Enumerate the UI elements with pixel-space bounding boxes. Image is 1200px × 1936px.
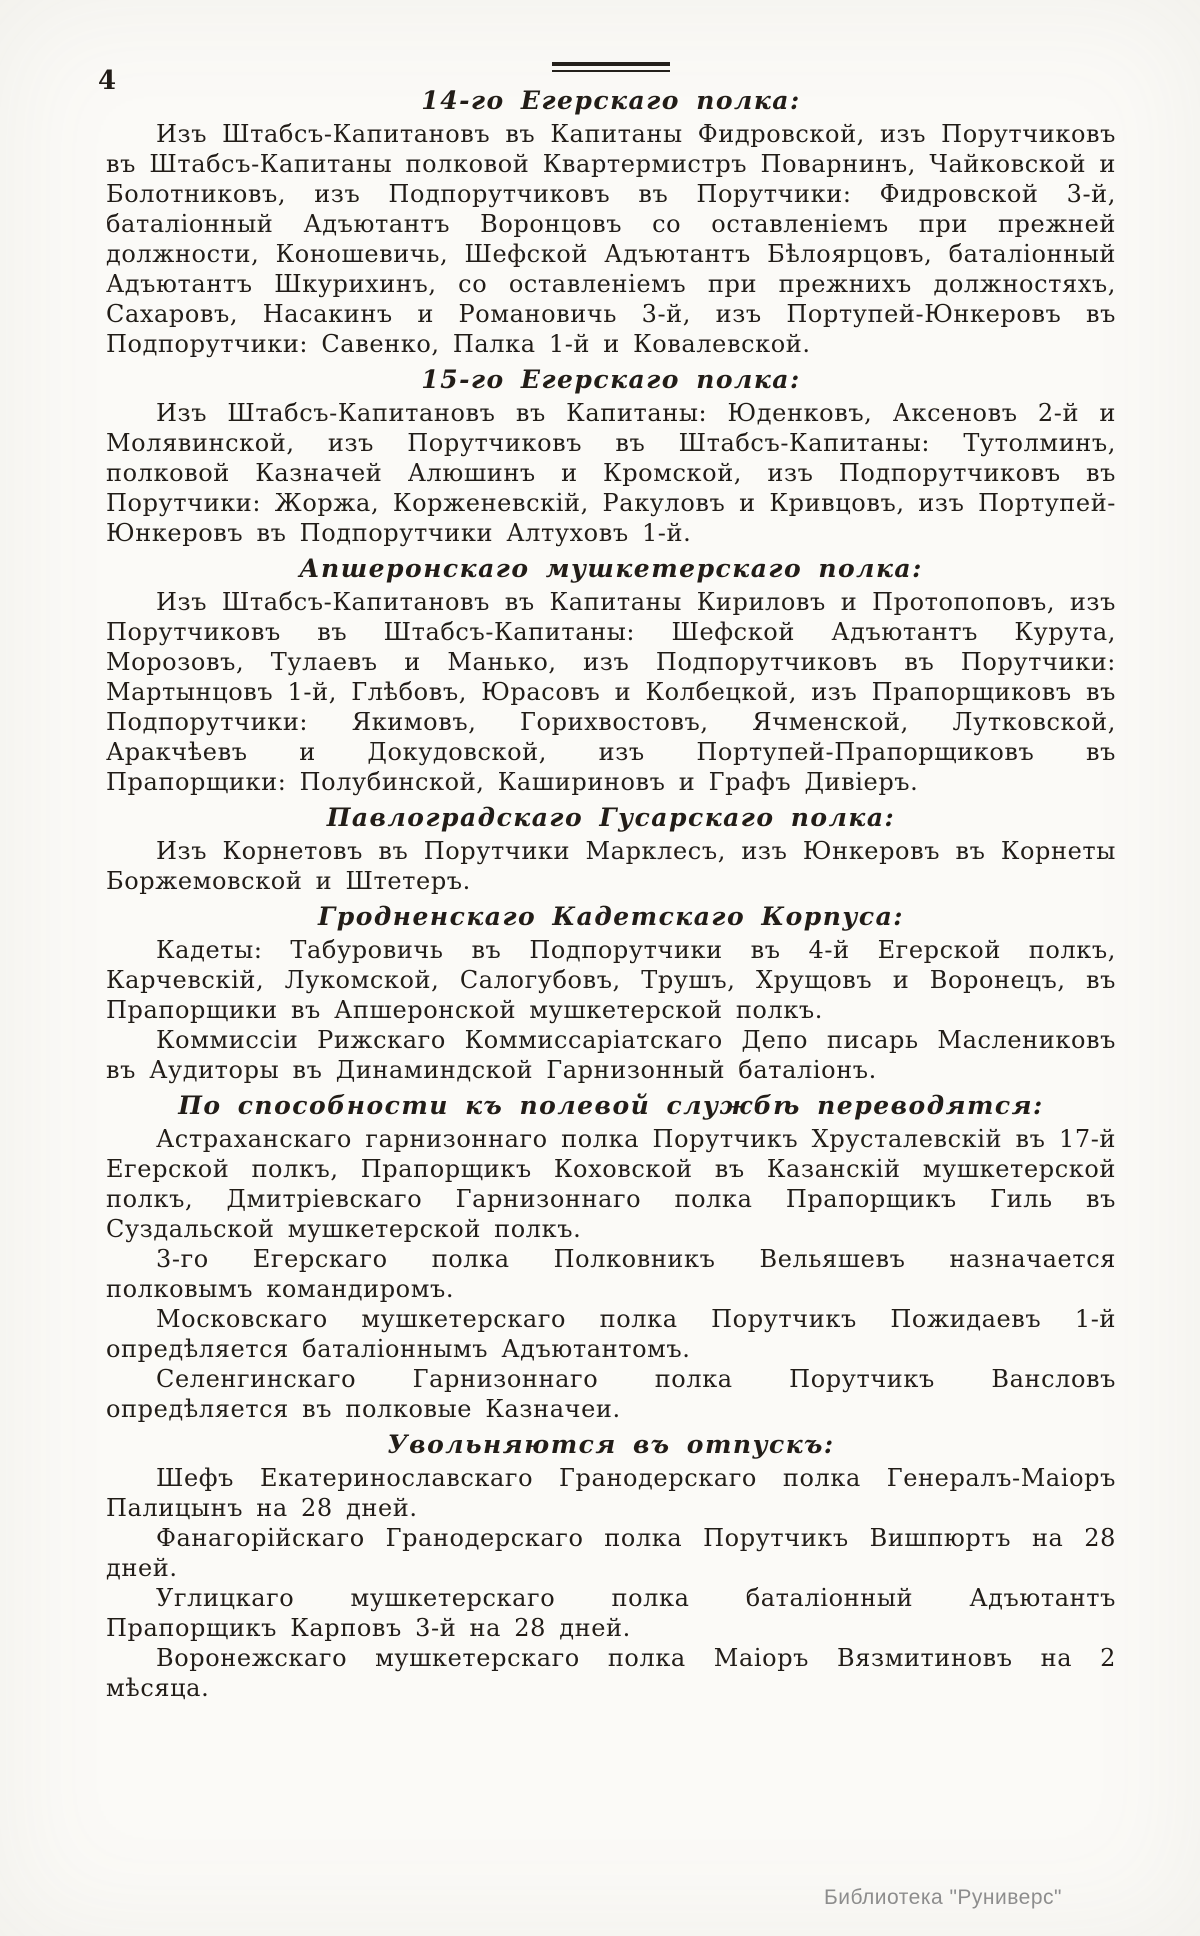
paragraph: Кадеты: Табуровичь въ Подпорутчики въ 4-й Егерской полкъ, Карчевскій, Лукомской, Салогубовъ, Трушъ, Хрущовъ и Воронецъ, въ Прапорщики въ Апшеронской мушкетерской полкъ. — [106, 936, 1116, 1024]
page-number: 4 — [98, 66, 117, 96]
document-body — [106, 62, 1116, 1703]
paragraph: Шефъ Екатеринославскаго Гранодерскаго полка Генералъ-Маіоръ Палицынъ на 28 дней. — [106, 1464, 1116, 1522]
section-apsheron-musketeer-regiment — [106, 554, 1116, 797]
paragraph: Изъ Штабсъ-Капитановъ въ Капитаны Фидровской, изъ Порутчиковъ въ Штабсъ-Капитаны полковой Квартермистръ Поварнинъ, Чайковской и Болотниковъ, изъ Подпорутчиковъ въ Порутчики: Фидровской 3-й, баталіонный Адъютантъ Воронцовъ со оставленіемъ при прежней должности, Коношевичь, Шефской Адъютантъ Бѣлоярцовъ, баталіонный Адъютантъ Шкурихинъ, со оставленіемъ при прежнихъ должностяхъ, Сахаровъ, Насакинъ и Романовичь 3-й, изъ Портупей-Юнкеровъ въ Подпорутчики: Савенко, Палка 1-й и Ковалевской. — [106, 120, 1116, 358]
section-leaves-of-absence — [106, 1430, 1116, 1703]
paragraph: Углицкаго мушкетерскаго полка баталіонный Адъютантъ Прапорщикъ Карповъ 3-й на 28 дней. — [106, 1584, 1116, 1642]
section-heading: Гродненскаго Кадетскаго Корпуса: — [317, 902, 905, 931]
section-heading: Апшеронскаго мушкетерскаго полка: — [299, 554, 923, 583]
paragraph: 3-го Егерскаго полка Полковникъ Вельяшевъ назначается полковымъ командиромъ. — [106, 1245, 1116, 1303]
section-heading: По способности къ полевой службѣ переводятся: — [178, 1091, 1044, 1120]
section-pavlograd-hussar-regiment — [106, 803, 1116, 896]
paragraph: Изъ Штабсъ-Капитановъ въ Капитаны: Юденковъ, Аксеновъ 2-й и Молявинской, изъ Порутчиковъ въ Штабсъ-Капитаны: Тутолминъ, полковой Казначей Алюшинъ и Кромской, изъ Подпорутчиковъ въ Порутчики: Жоржа, Корженевскій, Ракуловъ и Кривцовъ, изъ Портупей-Юнкеровъ въ Подпорутчики Алтуховъ 1-й. — [106, 399, 1116, 547]
paragraph: Фанагорійскаго Гранодерскаго полка Порутчикъ Вишпюртъ на 28 дней. — [106, 1524, 1116, 1582]
section-heading: 14-го Егерскаго полка: — [421, 86, 801, 115]
library-watermark: Библиотека "Руниверс" — [823, 1886, 1062, 1909]
decorative-double-rule — [552, 62, 670, 72]
paragraph: Московскаго мушкетерскаго полка Порутчикъ Пожидаевъ 1-й опредѣляется баталіоннымъ Адъютантомъ. — [106, 1305, 1116, 1363]
paragraph: Изъ Штабсъ-Капитановъ въ Капитаны Кириловъ и Протопоповъ, изъ Порутчиковъ въ Штабсъ-Капитаны: Шефской Адъютантъ Курута, Морозовъ, Тулаевъ и Манько, изъ Подпорутчиковъ въ Порутчики: Мартынцовъ 1-й, Глѣбовъ, Юрасовъ и Колбецкой, изъ Прапорщиковъ въ Подпорутчики: Якимовъ, Горихвостовъ, Ячменской, Лутковской, Аракчѣевъ и Докудовской, изъ Портупей-Прапорщиковъ въ Прапорщики: Полубинской, Кашириновъ и Графъ Дивіеръ. — [106, 588, 1116, 796]
section-14th-jaeger-regiment — [106, 86, 1116, 359]
paragraph: Изъ Корнетовъ въ Порутчики Марклесъ, изъ Юнкеровъ въ Корнеты Боржемовской и Штетеръ. — [106, 837, 1116, 895]
paragraph: Селенгинскаго Гарнизоннаго полка Порутчикъ Вансловъ опредѣляется въ полковые Казначеи. — [106, 1365, 1116, 1423]
section-field-service-transfers — [106, 1091, 1116, 1424]
paragraph: Воронежскаго мушкетерскаго полка Маіоръ Вязмитиновъ на 2 мѣсяца. — [106, 1644, 1116, 1702]
paragraph: Астраханскаго гарнизоннаго полка Порутчикъ Хрусталевскій въ 17-й Егерской полкъ, Прапорщикъ Коховской въ Казанскій мушкетерской полкъ, Дмитріевскаго Гарнизоннаго полка Прапорщикъ Гиль въ Суздальской мушкетерской полкъ. — [106, 1125, 1116, 1243]
paragraph: Коммиссіи Рижскаго Коммиссаріатскаго Депо писарь Маслениковъ въ Аудиторы въ Динаминдской Гарнизонный баталіонъ. — [106, 1026, 1116, 1084]
rule-line — [552, 62, 670, 66]
section-heading: 15-го Егерскаго полка: — [421, 365, 801, 394]
section-heading: Увольняются въ отпускъ: — [387, 1430, 835, 1459]
section-heading: Павлоградскаго Гусарскаго полка: — [326, 803, 896, 832]
rule-line — [552, 70, 670, 72]
section-grodno-cadet-corps — [106, 902, 1116, 1085]
section-15th-jaeger-regiment — [106, 365, 1116, 548]
